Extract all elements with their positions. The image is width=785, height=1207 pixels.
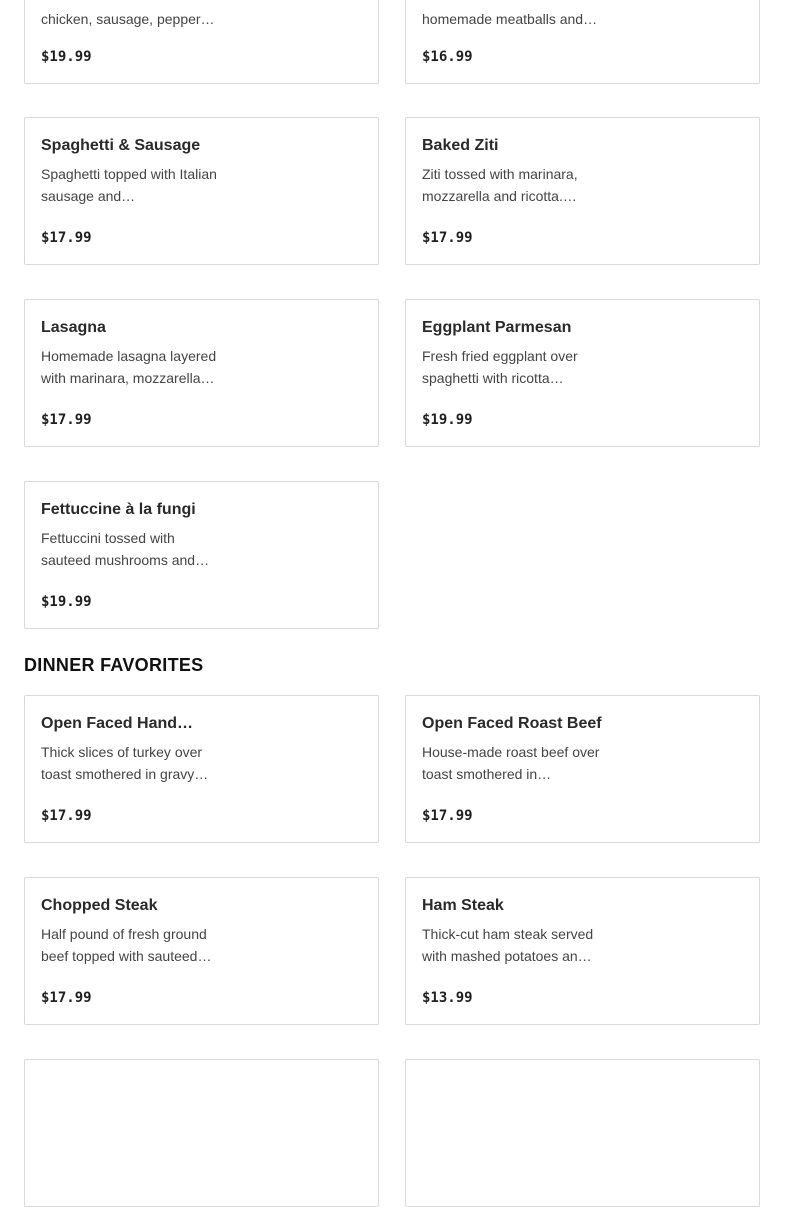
item-description: Ziti tossed with marinara, mozzarella and ricotta.… (422, 166, 578, 204)
menu-item-card[interactable] (405, 1059, 760, 1207)
item-name: Eggplant Parmesan (422, 319, 572, 336)
menu-item-card[interactable] (24, 481, 379, 629)
menu-item-card[interactable] (24, 0, 379, 84)
menu-item-card[interactable] (405, 299, 760, 447)
menu-item-card[interactable] (24, 117, 379, 265)
item-description: Thick-cut ham steak served with mashed potatoes an… (422, 926, 594, 964)
item-price: $17.99 (41, 808, 92, 824)
item-description: chicken, sausage, pepper… (41, 11, 215, 27)
item-description: Spaghetti topped with Italian sausage and… (41, 166, 217, 204)
item-name: Baked Ziti (422, 137, 499, 154)
item-description: House-made roast beef over toast smothered in… (422, 744, 600, 782)
item-description: Homemade lasagna layered with marinara, mozzarella… (41, 348, 217, 386)
item-description: Thick slices of turkey over toast smothered in gravy… (41, 744, 209, 782)
item-name: Open Faced Roast Beef (422, 715, 602, 732)
item-name: Fettuccine à la fungi (41, 501, 196, 518)
item-name: Ham Steak (422, 897, 504, 914)
menu-item-card[interactable] (405, 695, 760, 843)
item-price: $17.99 (41, 990, 92, 1006)
menu-item-card[interactable] (24, 695, 379, 843)
item-price: $19.99 (41, 594, 92, 610)
item-price: $17.99 (422, 808, 473, 824)
item-price: $16.99 (422, 49, 473, 65)
item-name: Spaghetti & Sausage (41, 137, 201, 154)
item-description: Fettuccini tossed with sauteed mushrooms and… (41, 530, 210, 568)
menu-item-card[interactable] (405, 877, 760, 1025)
item-description: homemade meatballs and… (422, 11, 598, 27)
menu-item-card[interactable] (24, 1059, 379, 1207)
item-name: Lasagna (41, 319, 106, 336)
item-name: Chopped Steak (41, 897, 158, 914)
item-description: Fresh fried eggplant over spaghetti with ricotta… (422, 348, 578, 386)
item-price: $17.99 (422, 230, 473, 246)
item-price: $19.99 (41, 49, 92, 65)
item-price: $17.99 (41, 412, 92, 428)
menu-item-card[interactable] (405, 0, 760, 84)
item-price: $19.99 (422, 412, 473, 428)
item-description: Half pound of fresh ground beef topped with sauteed… (41, 926, 212, 964)
item-price: $13.99 (422, 990, 473, 1006)
menu-item-card[interactable] (24, 299, 379, 447)
item-price: $17.99 (41, 230, 92, 246)
item-name: Open Faced Hand… (41, 715, 194, 732)
menu-item-card[interactable] (405, 117, 760, 265)
section-title: DINNER FAVORITES (24, 655, 204, 675)
menu-item-card[interactable] (24, 877, 379, 1025)
